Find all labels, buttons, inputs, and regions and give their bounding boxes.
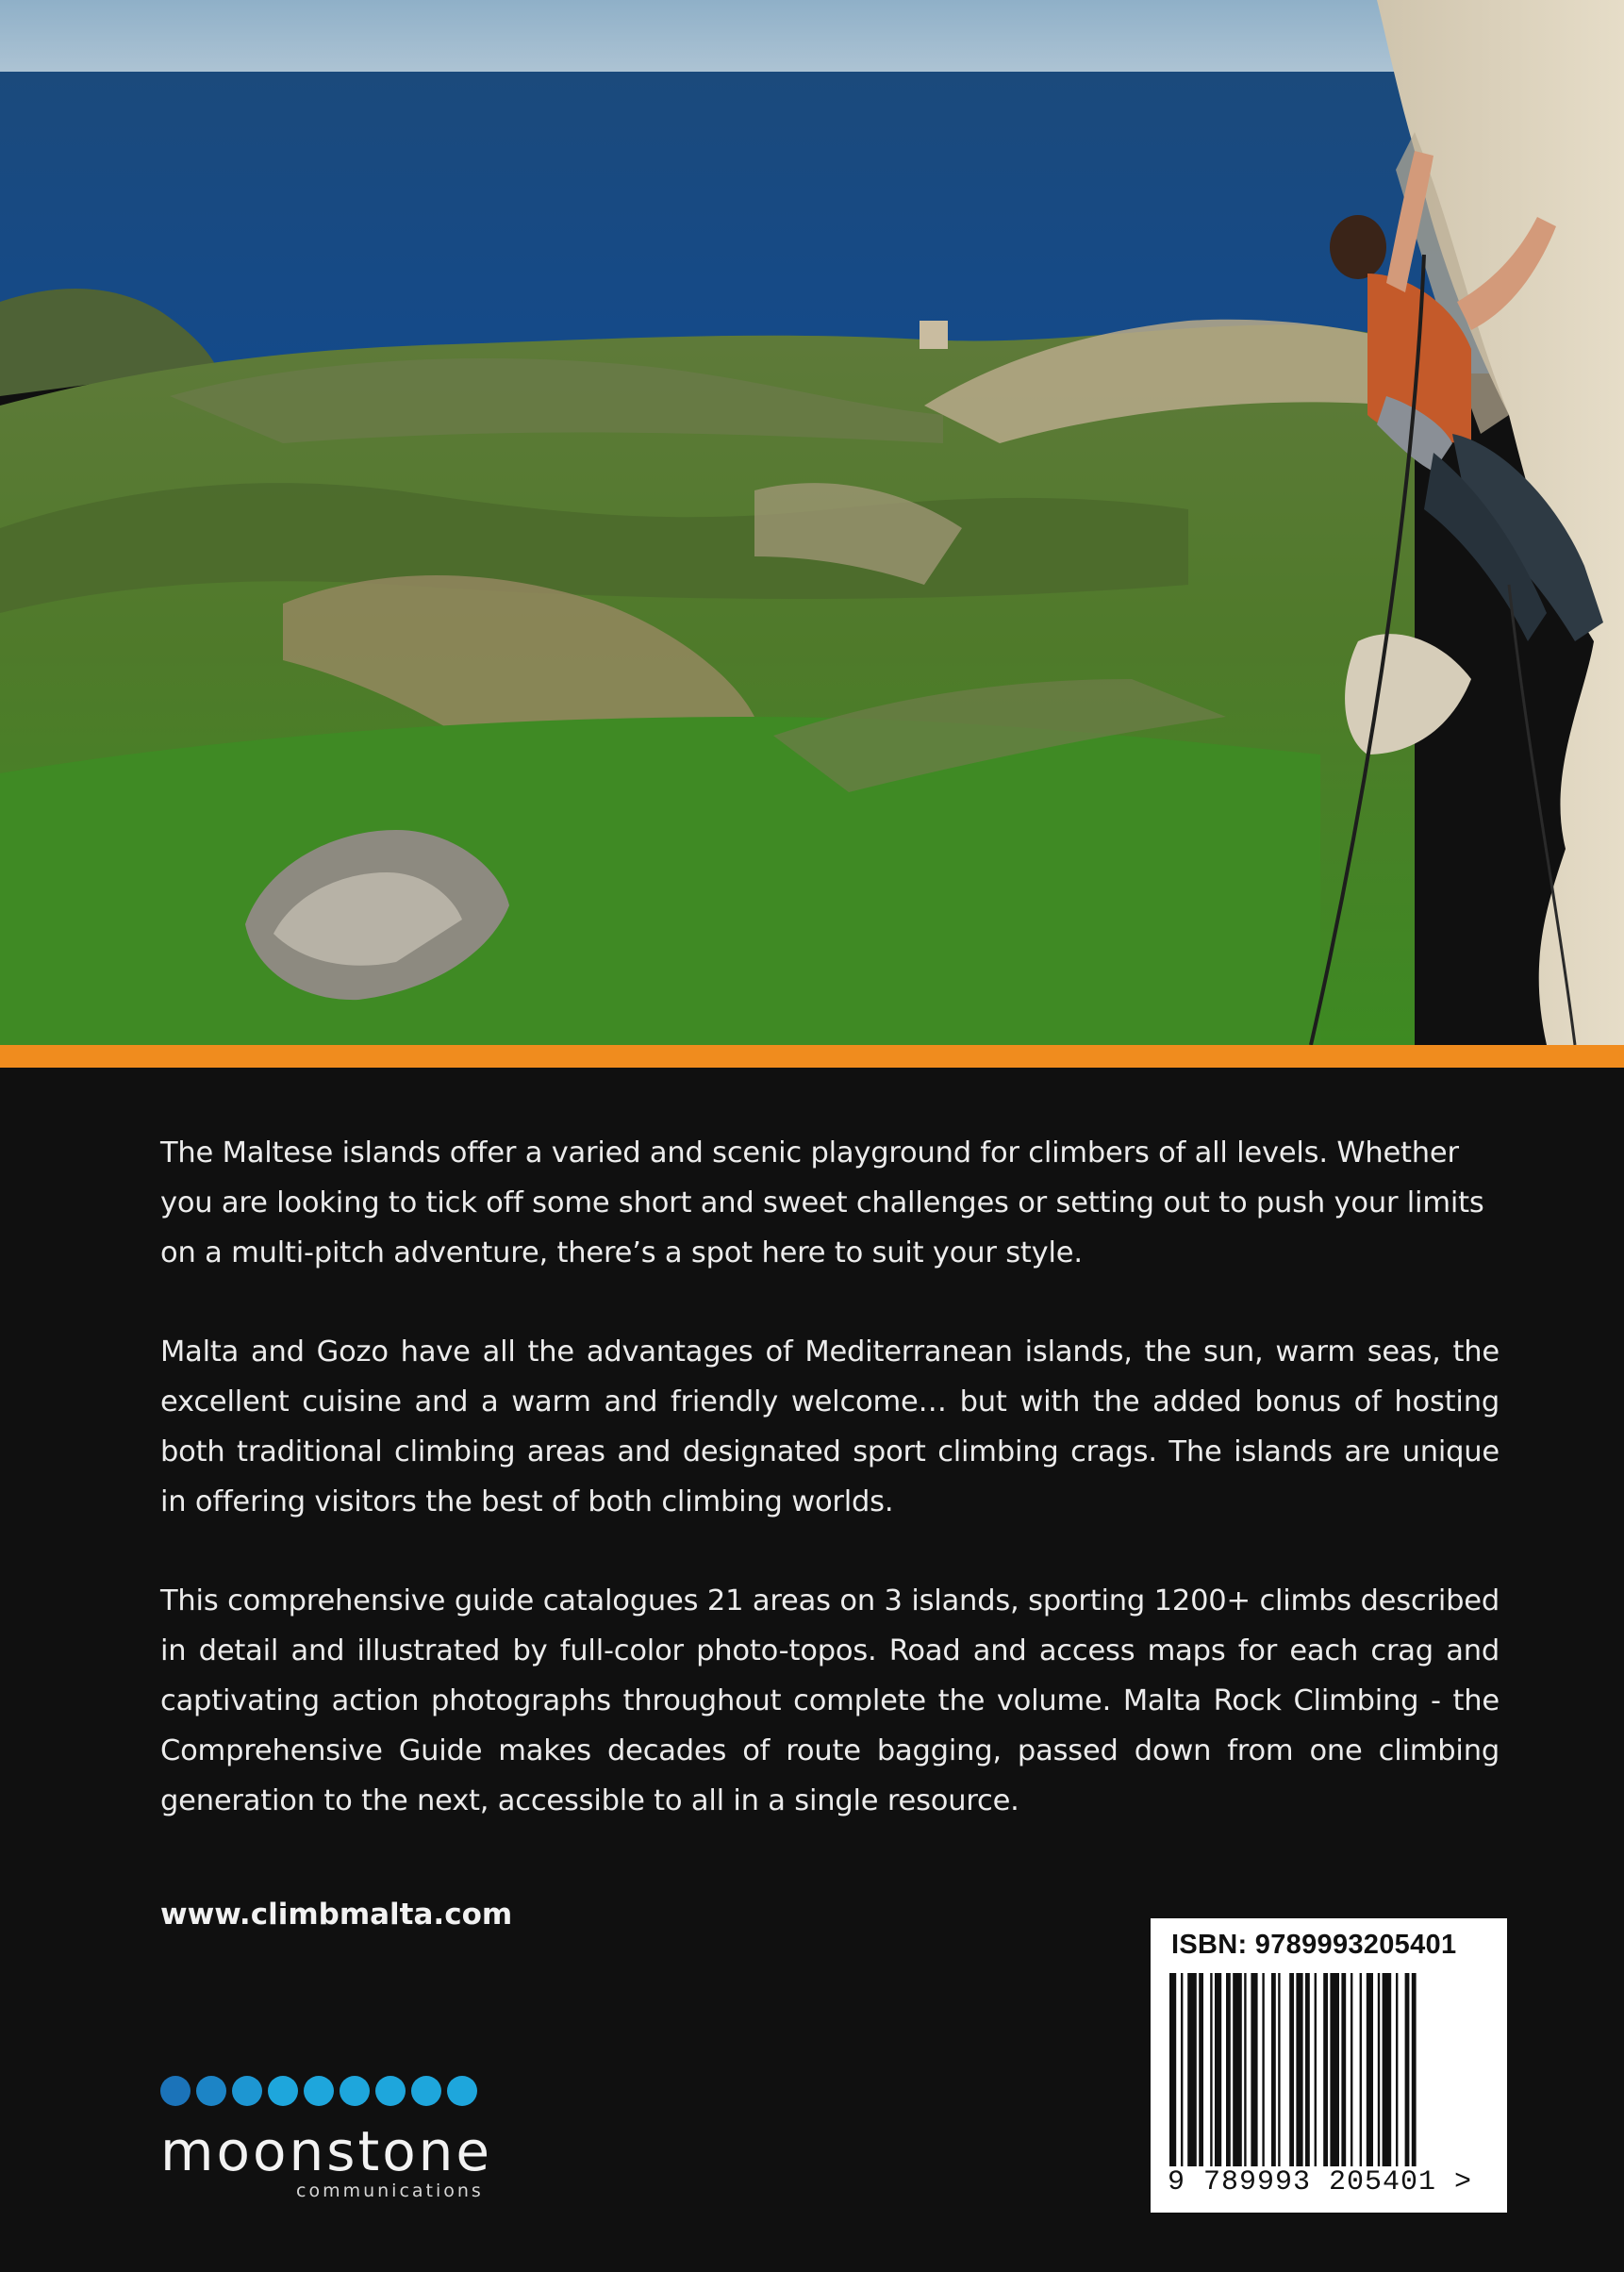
accent-band: [0, 1045, 1624, 1068]
barcode-bar: [1278, 1973, 1280, 2166]
blurb-paragraph-3: This comprehensive guide catalogues 21 areas on 3 islands, sporting 1200+ climbs described in detail and illustrated by full-color photo-topos. Road and access maps for each crag and captivating action photographs throughout complete the volume. Malta Rock Climbing - the Comprehensive Guide makes decades of route bagging, passed down from one climbing generation to the next, accessible to all in a single resource.: [160, 1584, 1500, 1817]
barcode-bar: [1199, 1973, 1203, 2166]
website-link[interactable]: www.climbmalta.com: [160, 1898, 513, 1932]
barcode-bar: [1289, 1973, 1294, 2166]
barcode-bar: [1351, 1973, 1352, 2166]
barcode-bar: [1187, 1973, 1197, 2166]
cover-blurb: [160, 1128, 1500, 1875]
barcode-bar: [1251, 1973, 1257, 2166]
barcode-bar: [1360, 1973, 1362, 2166]
barcode-bar: [1405, 1973, 1410, 2166]
barcode-bar: [1330, 1973, 1339, 2166]
isbn-label: ISBN: 9789993205401: [1171, 1930, 1457, 1960]
barcode-bar: [1210, 1973, 1212, 2166]
barcode-bar: [1262, 1973, 1264, 2166]
publisher-name: moonstone: [160, 2119, 493, 2183]
barcode-digits: 9 789993 205401 >: [1168, 2166, 1473, 2198]
publisher-subtitle: communications: [296, 2181, 484, 2201]
blurb-paragraph-2: Malta and Gozo have all the advantages of Mediterranean islands, the sun, warm seas, the excellent cuisine and a warm and friendly welcome… but with the added bonus of hosting both traditional climbing areas and designated sport climbing crags. The islands are unique in offering visitors the best of both climbing worlds.: [160, 1335, 1500, 1518]
barcode-box: [1151, 1918, 1507, 2213]
barcode-bar: [1396, 1973, 1398, 2166]
barcode-bar: [1215, 1973, 1221, 2166]
barcode-bar: [1323, 1973, 1328, 2166]
publisher-logo: [160, 2075, 519, 2226]
barcode-bar: [1296, 1973, 1302, 2166]
barcode-bar: [1341, 1973, 1346, 2166]
blurb-paragraph-1: The Maltese islands offer a varied and scenic playground for climbers of all levels. Whether you are looking to tick off some short and sweet challenges or setting out to push your limits on a multi-pitch adventure, there’s a spot here to suit your style.: [160, 1136, 1484, 1269]
barcode-bar: [1226, 1973, 1231, 2166]
cover-photo: [0, 0, 1624, 1045]
barcode-bar: [1169, 1973, 1176, 2166]
barcode-icon: [1169, 1973, 1490, 2166]
barcode-bar: [1367, 1973, 1373, 2166]
barcode-bar: [1233, 1973, 1242, 2166]
climber-landscape-photo-icon: [0, 0, 1624, 1045]
barcode-bar: [1181, 1973, 1183, 2166]
barcode-bar: [1378, 1973, 1380, 2166]
barcode-bar: [1383, 1973, 1392, 2166]
barcode-bar: [1412, 1973, 1417, 2166]
barcode-bar: [1315, 1973, 1317, 2166]
barcode-bar: [1244, 1973, 1246, 2166]
barcode-bar: [1305, 1973, 1310, 2166]
logo-dots-icon: [160, 2075, 519, 2107]
barcode-bar: [1271, 1973, 1276, 2166]
